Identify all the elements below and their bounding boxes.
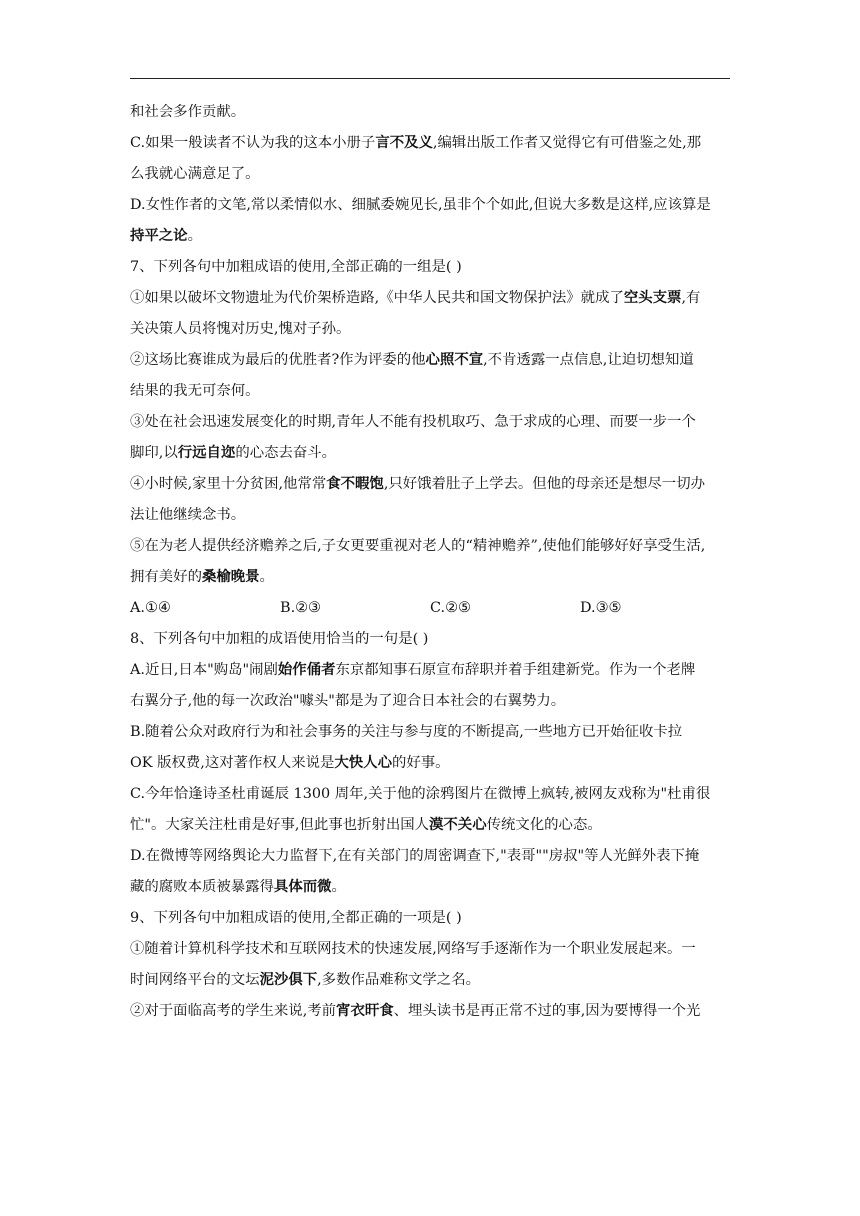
question-block-1 xyxy=(130,102,730,587)
text-segment: ①如果以破坏文物遗址为代价架桥造路,《中华人民共和国文物保护法》就成了 xyxy=(130,290,624,306)
bold-idiom: 始作俑者 xyxy=(277,661,336,678)
q7-option-a: A.①④ xyxy=(130,600,171,616)
text-segment: 9、下列各句中加粗成语的使用,全都正确的一项是( ) xyxy=(130,910,462,926)
text-line xyxy=(130,505,730,525)
text-segment: 7、下列各句中加粗成语的使用,全部正确的一组是( ) xyxy=(130,259,462,275)
text-line xyxy=(130,319,730,339)
text-line xyxy=(130,722,730,742)
bold-idiom: 大快人心 xyxy=(334,754,392,771)
text-line xyxy=(130,846,730,866)
text-line xyxy=(130,1001,730,1021)
bold-idiom: 宵衣旰食 xyxy=(336,1002,394,1019)
text-line xyxy=(130,443,730,463)
bold-idiom: 空头支票 xyxy=(623,289,682,306)
text-segment: ,编辑出版工作者又觉得它有可借鉴之处,那 xyxy=(432,135,702,151)
text-line xyxy=(130,288,730,308)
text-line xyxy=(130,381,730,401)
text-line xyxy=(130,412,730,432)
text-segment: OK 版权费,这对著作权人来说是 xyxy=(130,755,335,771)
text-segment: 拥有美好的 xyxy=(130,569,202,585)
bold-idiom: 心照不宣 xyxy=(425,351,484,368)
bold-idiom: 持平之论 xyxy=(130,227,188,244)
text-segment: ②对于面临高考的学生来说,考前 xyxy=(130,1003,337,1019)
text-line xyxy=(130,133,730,153)
header-rule xyxy=(130,78,730,79)
text-segment: ②这场比赛谁成为最后的优胜者?作为评委的他 xyxy=(130,352,426,368)
text-line xyxy=(130,536,730,556)
text-line xyxy=(130,350,730,370)
text-line xyxy=(130,908,730,928)
text-segment: 脚印,以 xyxy=(130,445,178,461)
text-segment: 藏的腐败本质被暴露得 xyxy=(130,879,274,895)
text-line xyxy=(130,567,730,587)
bold-idiom: 言不及义 xyxy=(375,134,433,151)
question-block-2 xyxy=(130,629,730,1021)
q7-option-d: D.③⑤ xyxy=(580,600,622,616)
text-segment: ①随着计算机科学技术和互联网技术的快速发展,网络写手逐渐作为一个职业发展起来。一 xyxy=(130,941,696,957)
text-segment: 。 xyxy=(331,879,346,895)
text-segment: 结果的我无可奈何。 xyxy=(130,383,260,399)
q7-option-b: B.②③ xyxy=(280,600,321,616)
document-body xyxy=(130,102,730,1032)
q7-option-c: C.②⑤ xyxy=(430,600,471,616)
text-segment: ③处在社会迅速发展变化的时期,青年人不能有投机取巧、急于求成的心理、而要一步一个 xyxy=(130,414,696,430)
text-segment: ⑤在为老人提供经济赡养之后,子女更要重视对老人的“精神赡养”,使他们能够好好享受生活, xyxy=(130,538,706,554)
text-line xyxy=(130,815,730,835)
text-segment: C.今年恰逢诗圣杜甫诞辰 1300 周年,关于他的涂鸦图片在微博上疯转,被网友戏称为"杜甫很 xyxy=(130,786,711,802)
text-segment: A.近日,日本"购岛"闹剧 xyxy=(130,662,278,678)
text-segment: ,多数作品难称文学之名。 xyxy=(317,972,480,988)
text-line xyxy=(130,474,730,494)
text-segment: ,不肯透露一点信息,让迫切想知道 xyxy=(483,352,694,368)
text-line xyxy=(130,660,730,680)
text-line xyxy=(130,939,730,959)
text-segment: 传统文化的心态。 xyxy=(486,817,602,833)
text-line xyxy=(130,753,730,773)
bold-idiom: 桑榆晚景 xyxy=(201,568,260,585)
text-segment: 、埋头读书是再正常不过的事,因为要博得一个光 xyxy=(393,1003,701,1019)
text-segment: ,有 xyxy=(681,290,701,306)
text-line xyxy=(130,257,730,277)
bold-idiom: 泥沙俱下 xyxy=(259,971,318,988)
text-segment: 。 xyxy=(187,228,202,244)
text-segment: 关决策人员将愧对历史,愧对子孙。 xyxy=(130,321,351,337)
text-segment: D.女性作者的文笔,常以柔情似水、细腻委婉见长,虽非个个如此,但说大多数是这样,应该算是 xyxy=(130,197,711,213)
text-segment: 和社会多作贡献。 xyxy=(130,104,246,120)
text-line xyxy=(130,195,730,215)
text-segment: 东京都知事石原宣布辞职并着手组建新党。作为一个老牌 xyxy=(335,662,696,678)
text-line xyxy=(130,164,730,184)
bold-idiom: 行远自迩 xyxy=(177,444,236,461)
bold-idiom: 食不暇饱 xyxy=(326,475,384,492)
text-segment: ④小时候,家里十分贫困,他常常 xyxy=(130,476,327,492)
text-segment: C.如果一般读者不认为我的这本小册子 xyxy=(130,135,376,151)
text-segment: 8、下列各句中加粗的成语使用恰当的一句是( ) xyxy=(130,631,429,647)
q7-options xyxy=(130,598,730,618)
bold-idiom: 具体而微 xyxy=(273,878,332,895)
text-segment: ,只好饿着肚子上学去。但他的母亲还是想尽一切办 xyxy=(383,476,705,492)
text-segment: 忙"。大家关注杜甫是好事,但此事也折射出国人 xyxy=(130,817,430,833)
text-segment: 么我就心满意足了。 xyxy=(130,166,260,182)
text-segment: 时间网络平台的文坛 xyxy=(130,972,260,988)
text-line xyxy=(130,970,730,990)
text-line xyxy=(130,102,730,122)
text-segment: 的好事。 xyxy=(391,755,450,771)
text-segment: 法让他继续念书。 xyxy=(130,507,246,523)
text-line xyxy=(130,629,730,649)
text-line xyxy=(130,691,730,711)
text-segment: D.在微博等网络舆论大力监督下,在有关部门的周密调查下,"表哥""房叔"等人光鲜外表下掩 xyxy=(130,848,700,864)
text-line xyxy=(130,877,730,897)
text-segment: B.随着公众对政府行为和社会事务的关注与参与度的不断提高,一些地方已开始征收卡拉 xyxy=(130,724,683,740)
text-line xyxy=(130,226,730,246)
text-line xyxy=(130,784,730,804)
text-segment: 的心态去奋斗。 xyxy=(235,445,337,461)
text-segment: 。 xyxy=(259,569,274,585)
text-segment: 右翼分子,他的每一次政治"噱头"都是为了迎合日本社会的右翼势力。 xyxy=(130,693,566,709)
bold-idiom: 漠不关心 xyxy=(429,816,487,833)
